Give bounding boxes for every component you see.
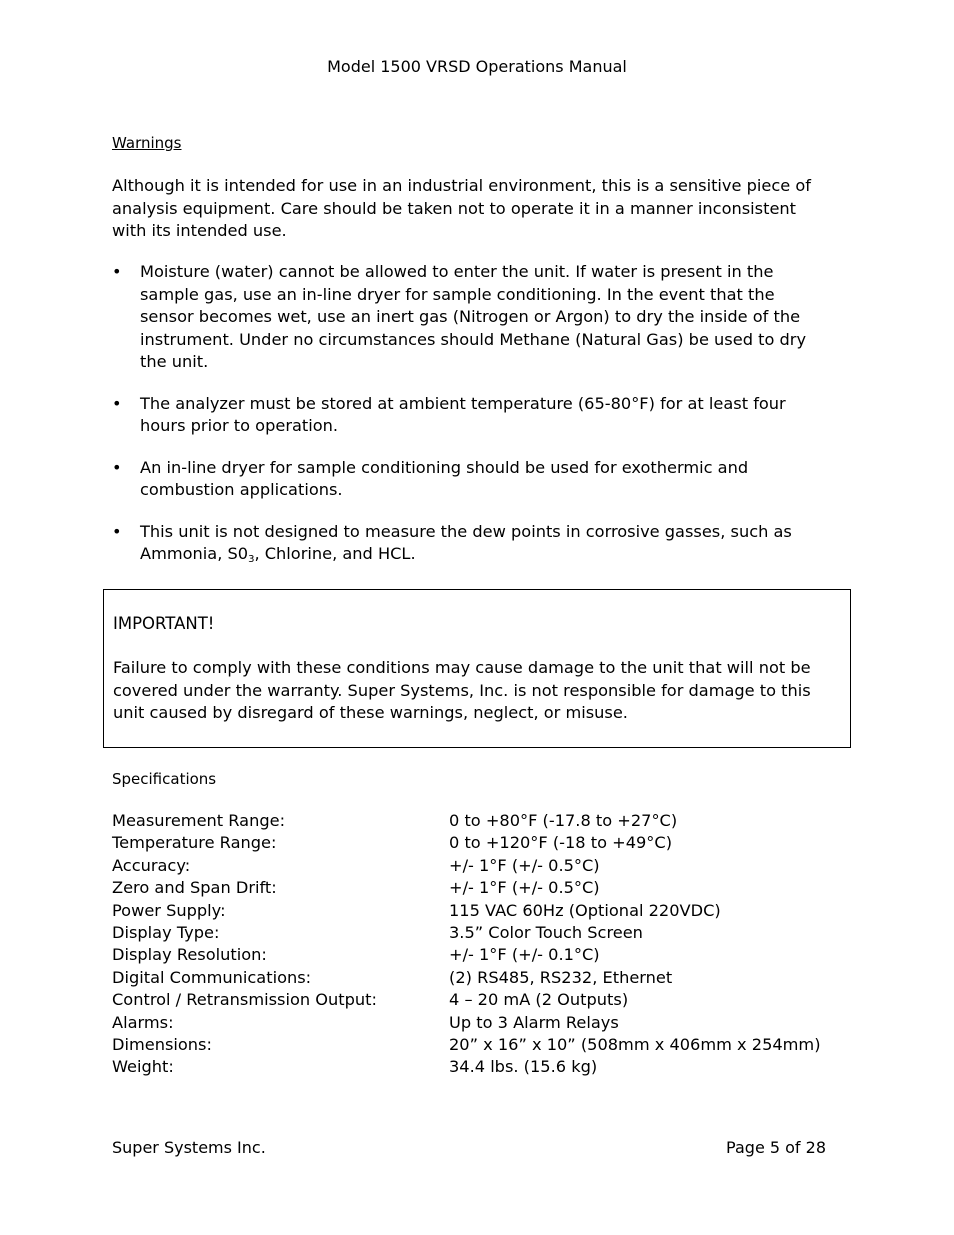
- spec-label: Measurement Range:: [112, 811, 286, 830]
- warning-item-storage: [112, 393, 832, 438]
- spec-row: [112, 944, 832, 966]
- spec-value: 115 VAC 60Hz (Optional 220VDC): [449, 900, 721, 920]
- spec-value: 0 to +80°F (-17.8 to +27°C): [449, 811, 678, 830]
- spec-label: Zero and Span Drift:: [112, 878, 277, 898]
- spec-value: +/- 1°F (+/- 0.5°C): [449, 878, 600, 898]
- spec-row: [112, 1012, 832, 1034]
- spec-row: [112, 989, 832, 1011]
- important-notice-box: [103, 589, 851, 748]
- bullet-icon: •: [112, 393, 122, 413]
- spec-label: Dimensions:: [112, 1034, 212, 1054]
- warning-item-text-part: , Chlorine, and HCL.: [254, 544, 416, 563]
- bullet-icon: •: [112, 457, 122, 477]
- specifications-heading: Specifications: [112, 770, 217, 788]
- warning-item-moisture: [112, 261, 832, 374]
- warnings-heading: Warnings: [112, 134, 182, 152]
- spec-value: 20” x 16” x 10” (508mm x 406mm x 254mm): [449, 1034, 821, 1054]
- spec-label: Weight:: [112, 1057, 174, 1077]
- spec-row: [112, 1034, 832, 1056]
- warning-item-text: An in-line dryer for sample conditioning should be used for exothermic and combustion applications.: [140, 457, 749, 499]
- warning-item-text: The analyzer must be stored at ambient temperature (65-80°F) for at least four hours prior to operation.: [140, 393, 786, 435]
- warnings-intro-paragraph: Although it is intended for use in an industrial environment, this is a sensitive piece of analysis equipment. Care should be taken not to operate it in a manner inconsistent with its intended use.: [112, 176, 811, 240]
- footer-company: Super Systems Inc.: [112, 1138, 266, 1157]
- spec-row: [112, 855, 832, 877]
- page-header-title: Model 1500 VRSD Operations Manual: [327, 57, 627, 76]
- spec-value: 34.4 lbs. (15.6 kg): [449, 1057, 598, 1077]
- spec-label: Control / Retransmission Output:: [112, 990, 377, 1010]
- spec-row: [112, 922, 832, 944]
- spec-value: 3.5” Color Touch Screen: [449, 922, 643, 942]
- warning-item-text: [140, 522, 792, 564]
- specifications-table: [112, 810, 832, 1079]
- warnings-list: [112, 261, 832, 566]
- spec-row: [112, 967, 832, 989]
- spec-label: Display Type:: [112, 922, 220, 942]
- subscript-3: 3: [248, 554, 255, 565]
- important-text: Failure to comply with these conditions may cause damage to the unit that will not be covered under the warranty. Super Systems, Inc. is not responsible for damage to this unit caused by disregard of these warnings, neglect, or misuse.: [113, 658, 811, 722]
- spec-row: [112, 877, 832, 899]
- spec-label: Digital Communications:: [112, 967, 312, 987]
- warning-item-dryer: [112, 457, 832, 502]
- spec-value: (2) RS485, RS232, Ethernet: [449, 967, 673, 987]
- spec-row: [112, 1056, 832, 1078]
- warning-item-text-part: This unit is not designed to measure the dew points in corrosive gasses, such as Ammonia, S0: [140, 521, 792, 563]
- spec-label: Accuracy:: [112, 855, 191, 875]
- warning-item-text: Moisture (water) cannot be allowed to enter the unit. If water is present in the sample gas, use an in-line dryer for sample conditioning. In the event that the sensor becomes wet, use an inert gas (Nitrogen or Argon) to dry the inside of the instrument. Under no circumstances should Methane (Natural Gas) be used to dry the unit.: [140, 262, 807, 371]
- spec-row: [112, 832, 832, 854]
- spec-value: +/- 1°F (+/- 0.5°C): [449, 855, 600, 875]
- spec-row: [112, 810, 832, 832]
- spec-row: [112, 900, 832, 922]
- spec-label: Power Supply:: [112, 900, 226, 920]
- bullet-icon: •: [112, 521, 122, 541]
- important-heading: IMPORTANT!: [113, 614, 215, 633]
- spec-value: +/- 1°F (+/- 0.1°C): [449, 945, 600, 965]
- footer-page-number: Page 5 of 28: [726, 1138, 826, 1157]
- spec-label: Alarms:: [112, 1012, 174, 1032]
- spec-label: Temperature Range:: [112, 833, 277, 853]
- warning-item-corrosive: [112, 521, 832, 566]
- spec-value: 0 to +120°F (-18 to +49°C): [449, 833, 673, 853]
- spec-label: Display Resolution:: [112, 945, 267, 965]
- bullet-icon: •: [112, 262, 122, 281]
- spec-value: 4 – 20 mA (2 Outputs): [449, 990, 629, 1010]
- spec-value: Up to 3 Alarm Relays: [449, 1012, 619, 1032]
